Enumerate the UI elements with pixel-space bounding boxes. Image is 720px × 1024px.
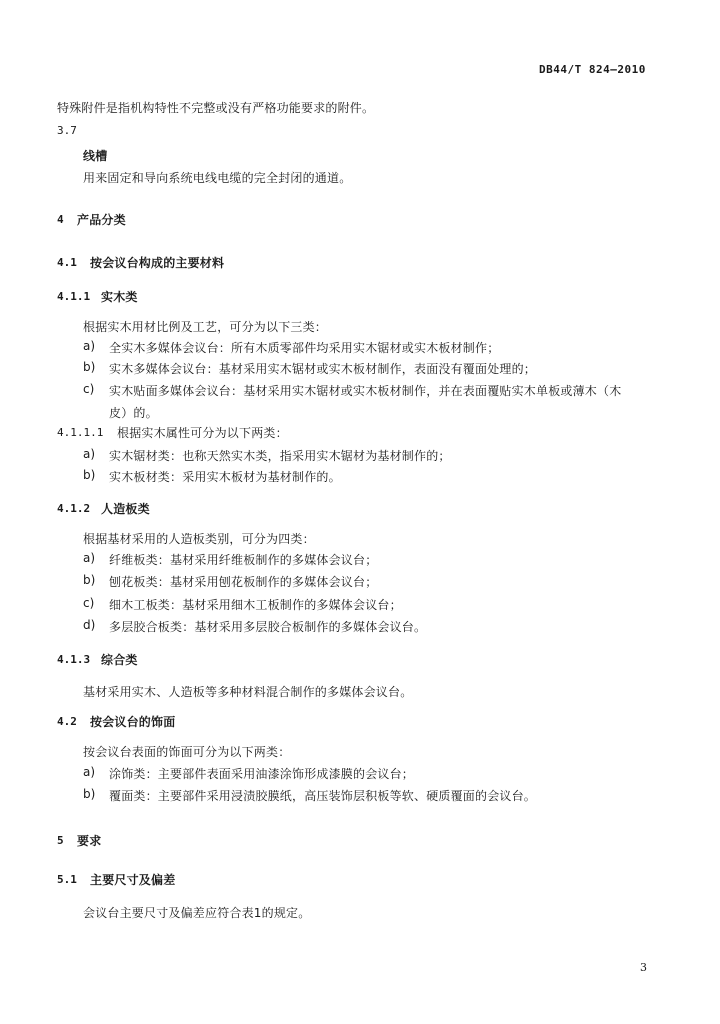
- list-item: 覆面类：主要部件采用浸渍胶膜纸，高压装饰层积板等软、硬质覆面的会议台。: [109, 789, 537, 803]
- section-number: 4.1.3: [57, 653, 91, 666]
- list-item: 多层胶合板类：基材采用多层胶合板制作的多媒体会议台。: [109, 620, 427, 634]
- list-marker: a): [83, 551, 96, 565]
- page-number: 3: [640, 961, 647, 974]
- paragraph: 根据实木用材比例及工艺，可分为以下三类：: [83, 320, 328, 334]
- section-title: 根据实木属性可分为以下两类：: [117, 426, 288, 440]
- paragraph: 会议台主要尺寸及偏差应符合表1的规定。: [83, 906, 311, 920]
- list-item: 刨花板类：基材采用刨花板制作的多媒体会议台；: [109, 575, 378, 589]
- section-title: 要求: [77, 834, 102, 848]
- clause-number: 3.7: [57, 124, 77, 137]
- list-item: 全实木多媒体会议台：所有木质零部件均采用实木锯材或实木板材制作；: [109, 341, 500, 355]
- list-marker: c): [83, 596, 95, 610]
- term-definition: 用来固定和导向系统电线电缆的完全封闭的通道。: [83, 171, 352, 185]
- list-marker: b): [83, 360, 96, 374]
- section-number: 4: [57, 213, 64, 226]
- term-title: 线槽: [83, 149, 108, 163]
- list-marker: c): [83, 382, 95, 396]
- section-number: 4.1: [57, 256, 77, 269]
- section-number: 4.1.1: [57, 290, 91, 303]
- section-number: 5.1: [57, 873, 77, 886]
- list-marker: a): [83, 339, 96, 353]
- list-item: 涂饰类：主要部件表面采用油漆涂饰形成漆膜的会议台；: [109, 767, 415, 781]
- paragraph: 按会议台表面的饰面可分为以下两类：: [83, 745, 291, 759]
- list-item: 实木多媒体会议台：基材采用实木锯材或实木板材制作，表面没有覆面处理的；: [109, 362, 537, 376]
- list-item: 实木贴面多媒体会议台：基材采用实木锯材或实木板材制作，并在表面覆贴实木单板或薄木（木: [109, 384, 622, 398]
- list-item: 实木板材类：采用实木板材为基材制作的。: [109, 470, 341, 484]
- list-item: 纤维板类：基材采用纤维板制作的多媒体会议台；: [109, 553, 378, 567]
- section-title: 按会议台构成的主要材料: [90, 256, 225, 270]
- list-marker: d): [83, 618, 96, 632]
- section-number: 4.1.2: [57, 502, 91, 515]
- section-title: 产品分类: [77, 213, 126, 227]
- section-title: 综合类: [101, 653, 138, 667]
- list-item: 细木工板类：基材采用细木工板制作的多媒体会议台；: [109, 598, 402, 612]
- section-title: 实木类: [101, 290, 138, 304]
- section-number: 4.1.1.1: [57, 426, 104, 439]
- section-title: 主要尺寸及偏差: [90, 873, 176, 887]
- list-item: 实木锯材类：也称天然实木类，指采用实木锯材为基材制作的；: [109, 449, 451, 463]
- standard-code: DB44/T 824—2010: [539, 63, 646, 76]
- paragraph: 根据基材采用的人造板类别，可分为四类：: [83, 532, 315, 546]
- paragraph: 基材采用实木、人造板等多种材料混合制作的多媒体会议台。: [83, 685, 413, 699]
- list-marker: b): [83, 787, 96, 801]
- list-marker: b): [83, 573, 96, 587]
- list-marker: a): [83, 765, 96, 779]
- list-item-continuation: 皮）的。: [109, 406, 158, 420]
- section-title: 人造板类: [101, 502, 150, 516]
- section-number: 5: [57, 834, 64, 847]
- list-marker: b): [83, 468, 96, 482]
- paragraph: 特殊附件是指机构特性不完整或没有严格功能要求的附件。: [57, 101, 375, 115]
- section-number: 4.2: [57, 715, 77, 728]
- section-title: 按会议台的饰面: [90, 715, 176, 729]
- list-marker: a): [83, 447, 96, 461]
